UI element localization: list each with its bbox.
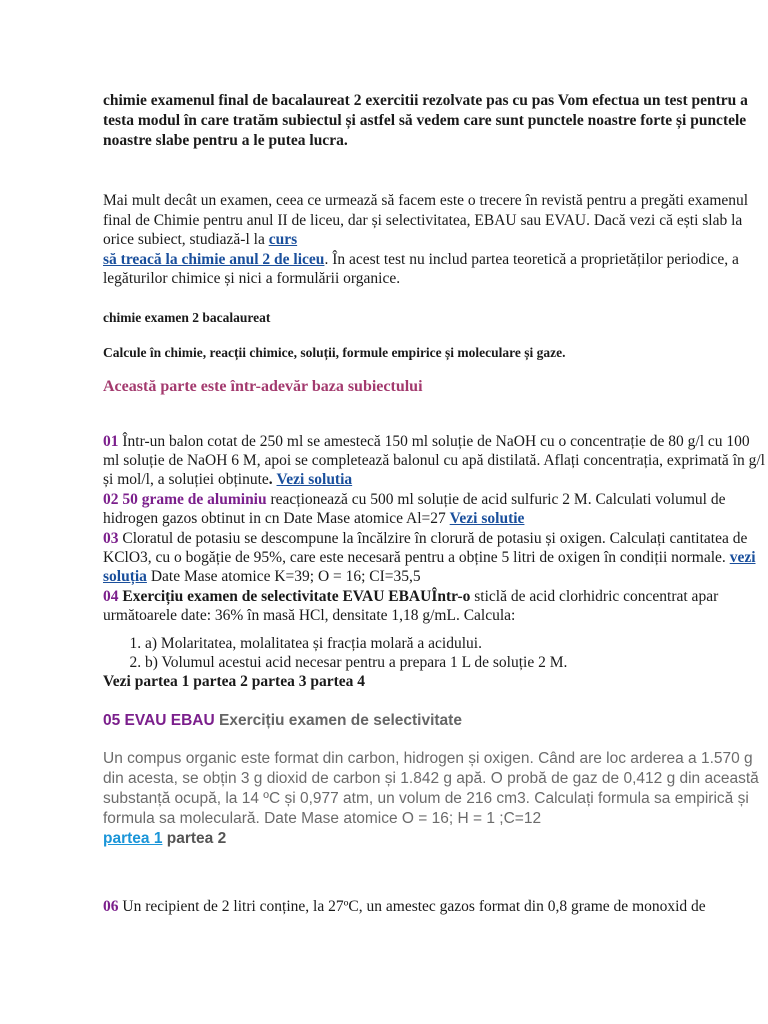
exercise-text: Un compus organic este format din carbon, hidrogen și oxigen. Când are loc arderea a 1.570 g din acesta, se obțin 3 g dioxid de carbon și 1.842 g apă. O probă de gaz de 0,412 g din această substanță ocupă, la 14 ºC și 0,977 atm, un volum de 216 cm3. Calculați formula sa empirică și formula sa moleculară. Date Mase atomice O = 16; H = 1 ;C=12 bbox=[103, 749, 759, 827]
subheading-topics: Calcule în chimie, reacții chimice, soluții, formule empirice și moleculare și gaze. bbox=[103, 344, 566, 360]
exercise-06 bbox=[103, 897, 765, 916]
overview-paragraph bbox=[103, 191, 765, 289]
exercise-04 bbox=[103, 587, 765, 626]
exercise-title: Exercițiu examen de selectivitate bbox=[214, 711, 462, 729]
exercise-number: 05 EVAU EBAU bbox=[103, 711, 215, 729]
exercise-text: sticlă de acid clorhidric concentrat apar următoarele date: 36% în masă HCl, densitate 1,18 g/mL. Calcula: bbox=[103, 587, 719, 625]
exercise-dot: . bbox=[268, 471, 273, 489]
exercise-04-questions bbox=[103, 634, 765, 673]
exercise-number: 06 bbox=[103, 897, 119, 915]
exercise-03 bbox=[103, 529, 765, 587]
exercise-text-end: Date Mase atomice K=39; O = 16; CI=35,5 bbox=[146, 568, 421, 586]
solution-link-03[interactable]: vezi soluția bbox=[103, 548, 756, 586]
overview-text-end: . În acest test nu includ partea teoretică a proprietăților periodice, a legăturilor chimice și nici a formulării organice. bbox=[103, 250, 739, 287]
exercise-text: Cloratul de potasiu se descompune la încălzire în clorură de potasiu și oxigen. Calculați cantitatea de KClO3, cu o bogăție de 95%, care este necesară pentru a obține 5 litri de oxigen în condiții normale. bbox=[103, 529, 748, 566]
solution-link-02[interactable]: Vezi solutie bbox=[449, 510, 525, 528]
course-link-2[interactable]: să treacă la chimie anul 2 de liceu bbox=[103, 250, 325, 268]
part-2-label[interactable]: partea 2 bbox=[162, 829, 227, 847]
overview-text: Mai mult decât un examen, ceea ce urmează să facem este o trecere în revistă pentru a pregăti examenul final de Chimie pentru anul II de liceu, dar și selectivitatea, EBAU sau EVAU. Dacă vezi că ești slab la orice subiect, studiază-l la bbox=[103, 192, 749, 248]
document-page bbox=[103, 91, 765, 916]
exercise-number: 03 bbox=[103, 529, 119, 547]
exercise-02 bbox=[103, 490, 765, 529]
part-1-link[interactable]: partea 1 bbox=[103, 829, 163, 847]
exercises-block bbox=[103, 432, 765, 692]
exercise-text: Un recipient de 2 litri conține, la 27ºC, un amestec gazos format din 0,8 grame de monoxid de bbox=[118, 897, 706, 915]
section-title: Această parte este într-adevăr baza subiectului bbox=[103, 377, 423, 395]
exercise-number: 04 bbox=[103, 587, 119, 605]
exercise-title: Exercițiu examen de selectivitate EVAU EBAUÎntr-o bbox=[118, 587, 471, 605]
exercise-05-text bbox=[103, 749, 765, 849]
exercise-number: 02 50 grame de aluminiu bbox=[103, 490, 267, 508]
exercise-number: 01 bbox=[103, 432, 119, 450]
exercise-text: reacționează cu 500 ml soluție de acid sulfuric 2 M. Calculati volumul de hidrogen gazos obtinut in cn Date Mase atomice Al=27 bbox=[103, 490, 726, 528]
course-link-1[interactable]: curs bbox=[268, 231, 298, 248]
question-item: 2. b) Volumul acestui acid necesar pentru a prepara 1 L de soluție 2 M. bbox=[145, 653, 765, 672]
exercise-05-heading bbox=[103, 712, 765, 730]
exercise-01 bbox=[103, 432, 765, 490]
intro-paragraph: chimie examenul final de bacalaureat 2 exercitii rezolvate pas cu pas Vom efectua un test pentru a testa modul în care tratăm subiectul și astfel să vedem care sunt punctele noastre forte și punctele noastre slabe pentru a le putea lucra. bbox=[103, 92, 748, 149]
question-item: 1. a) Molaritatea, molalitatea și fracția molară a acidului. bbox=[145, 634, 765, 653]
exercise-text: Într-un balon cotat de 250 ml se amestecă 150 ml soluție de NaOH cu o concentrație de 80 g/l cu 100 ml soluție de NaOH 6 M, apoi se completează balonul cu apă distilată. Aflați concentrația, exprimată în g/l și mol/l, a soluției obținute bbox=[103, 432, 765, 489]
solution-link-01[interactable]: Vezi solutia bbox=[276, 471, 353, 489]
parts-links[interactable]: Vezi partea 1 partea 2 partea 3 partea 4 bbox=[103, 673, 366, 691]
subheading-exam: chimie examen 2 bacalaureat bbox=[103, 309, 271, 325]
